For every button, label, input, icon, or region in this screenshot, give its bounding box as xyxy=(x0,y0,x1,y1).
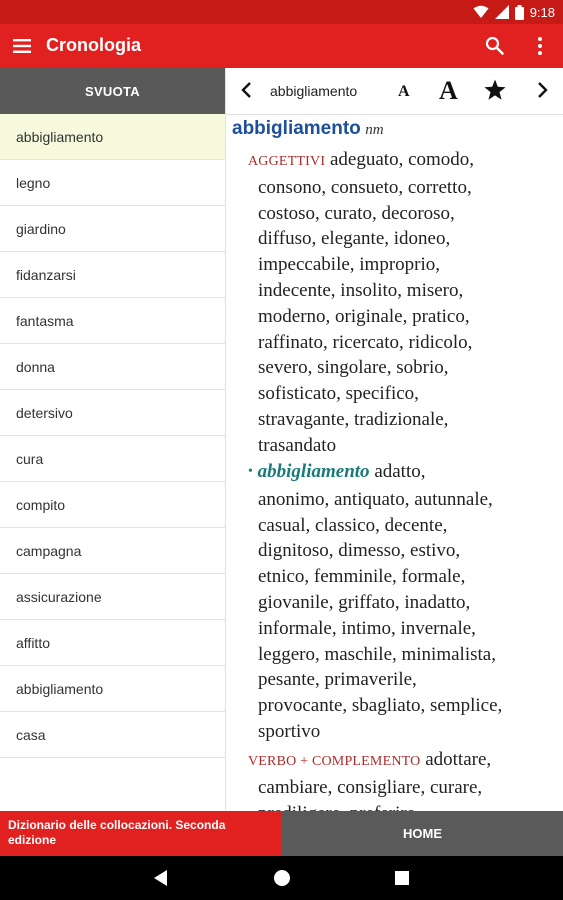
part-of-speech: nm xyxy=(365,122,384,138)
collocate-line: stravagante, tradizionale, xyxy=(258,408,449,430)
history-item[interactable] xyxy=(0,666,225,712)
section-label: AGGETTIVI xyxy=(248,154,326,169)
star-icon[interactable] xyxy=(483,78,507,107)
collocate-line: cambiare, consigliare, curare, xyxy=(258,776,483,798)
history-item-label: fantasma xyxy=(16,312,74,329)
signal-icon xyxy=(495,5,509,19)
history-item[interactable] xyxy=(0,114,225,160)
entry-content xyxy=(226,115,563,811)
decrease-font-button[interactable]: A xyxy=(398,83,410,100)
section-label: VERBO + COMPLEMENTO xyxy=(248,754,421,769)
collocate-line: diffuso, elegante, idoneo, xyxy=(258,228,451,250)
history-item[interactable] xyxy=(0,482,225,528)
collocate-line: consono, consueto, corretto, xyxy=(258,176,472,198)
history-list xyxy=(0,114,225,758)
current-word: abbigliamento xyxy=(270,83,358,99)
collocate-line: severo, singolare, sobrio, xyxy=(258,357,449,379)
collocate-line: adeguato, comodo, xyxy=(329,149,475,170)
collocate-line: casual, classico, decente, xyxy=(258,514,448,536)
history-panel xyxy=(0,68,226,811)
search-icon[interactable] xyxy=(484,35,506,57)
collocation-headword: abbigliamento xyxy=(257,461,370,482)
chevron-left-icon[interactable] xyxy=(240,80,254,105)
bullet-icon: • xyxy=(248,464,253,479)
back-icon[interactable] xyxy=(153,869,169,892)
section-aggettivi xyxy=(248,147,548,459)
history-item-label: detersivo xyxy=(16,404,73,421)
history-item[interactable] xyxy=(0,528,225,574)
system-nav-bar xyxy=(0,856,563,900)
collocate-line: leggero, maschile, minimalista, xyxy=(258,643,496,665)
history-item-label: cura xyxy=(16,450,44,467)
clear-history-button[interactable]: SVUOTA xyxy=(0,68,225,114)
app-title: Cronologia xyxy=(46,35,141,55)
collocate-line: pesante, primaverile, xyxy=(258,669,417,691)
section-collocation xyxy=(248,459,548,745)
history-item-label: abbigliamento xyxy=(16,680,104,697)
history-item[interactable] xyxy=(0,252,225,298)
collocate-line: informale, intimo, invernale, xyxy=(258,617,476,639)
app-bar xyxy=(0,24,563,68)
entry-toolbar xyxy=(226,68,563,115)
collocate-line: sportivo xyxy=(258,720,321,742)
history-item-label: campagna xyxy=(16,542,82,559)
collocate-line: costoso, curato, decoroso, xyxy=(258,202,455,224)
collocate-line: moderno, originale, pratico, xyxy=(258,305,470,327)
home-icon[interactable] xyxy=(273,869,291,892)
history-item[interactable] xyxy=(0,620,225,666)
collocate-line: etnico, femminile, formale, xyxy=(258,566,466,588)
more-options-icon[interactable] xyxy=(531,36,549,56)
collocate-line: trasandato xyxy=(258,434,337,456)
dictionary-selector[interactable]: Dizionario delle collocazioni. Seconda edizione xyxy=(0,811,282,856)
history-item-label: donna xyxy=(16,358,55,375)
collocate-line: adatto, xyxy=(374,461,426,482)
history-item-label: compito xyxy=(16,496,66,513)
menu-icon[interactable] xyxy=(12,36,34,56)
status-bar xyxy=(0,0,563,24)
collocate-line: raffinato, ricercato, ridicolo, xyxy=(258,331,473,353)
recents-icon[interactable] xyxy=(394,869,410,892)
wifi-icon xyxy=(473,5,489,19)
history-item[interactable] xyxy=(0,390,225,436)
status-time: 9:18 xyxy=(529,4,555,20)
history-item-label: assicurazione xyxy=(16,588,102,605)
collocate-line: anonimo, antiquato, autunnale, xyxy=(258,488,493,510)
history-item-label: casa xyxy=(16,726,46,743)
history-item[interactable] xyxy=(0,206,225,252)
history-item-label: abbigliamento xyxy=(16,128,104,145)
chevron-right-icon[interactable] xyxy=(535,80,549,105)
history-item[interactable] xyxy=(0,436,225,482)
entry-headword: abbigliamento xyxy=(232,118,361,139)
history-item-label: legno xyxy=(16,174,51,191)
history-item[interactable] xyxy=(0,344,225,390)
collocate-line: adottare, xyxy=(425,749,492,770)
collocate-line: impeccabile, improprio, xyxy=(258,254,441,276)
entry-header xyxy=(232,118,384,140)
collocate-line: indecente, insolito, misero, xyxy=(258,279,464,301)
history-item[interactable] xyxy=(0,298,225,344)
collocate-line: dignitoso, dimesso, estivo, xyxy=(258,540,461,562)
history-item[interactable] xyxy=(0,160,225,206)
home-button[interactable]: HOME xyxy=(282,811,563,856)
history-item-label: affitto xyxy=(16,634,50,651)
history-item-label: fidanzarsi xyxy=(16,266,76,283)
collocate-line: provocante, sbagliato, semplice, xyxy=(258,695,503,717)
increase-font-button[interactable]: A xyxy=(439,76,458,105)
battery-icon xyxy=(515,5,524,20)
history-item[interactable] xyxy=(0,712,225,758)
history-item-label: giardino xyxy=(16,220,66,237)
collocate-line: sofisticato, specifico, xyxy=(258,383,419,405)
collocate-line: giovanile, griffato, inadatto, xyxy=(258,591,471,613)
history-item[interactable] xyxy=(0,574,225,620)
